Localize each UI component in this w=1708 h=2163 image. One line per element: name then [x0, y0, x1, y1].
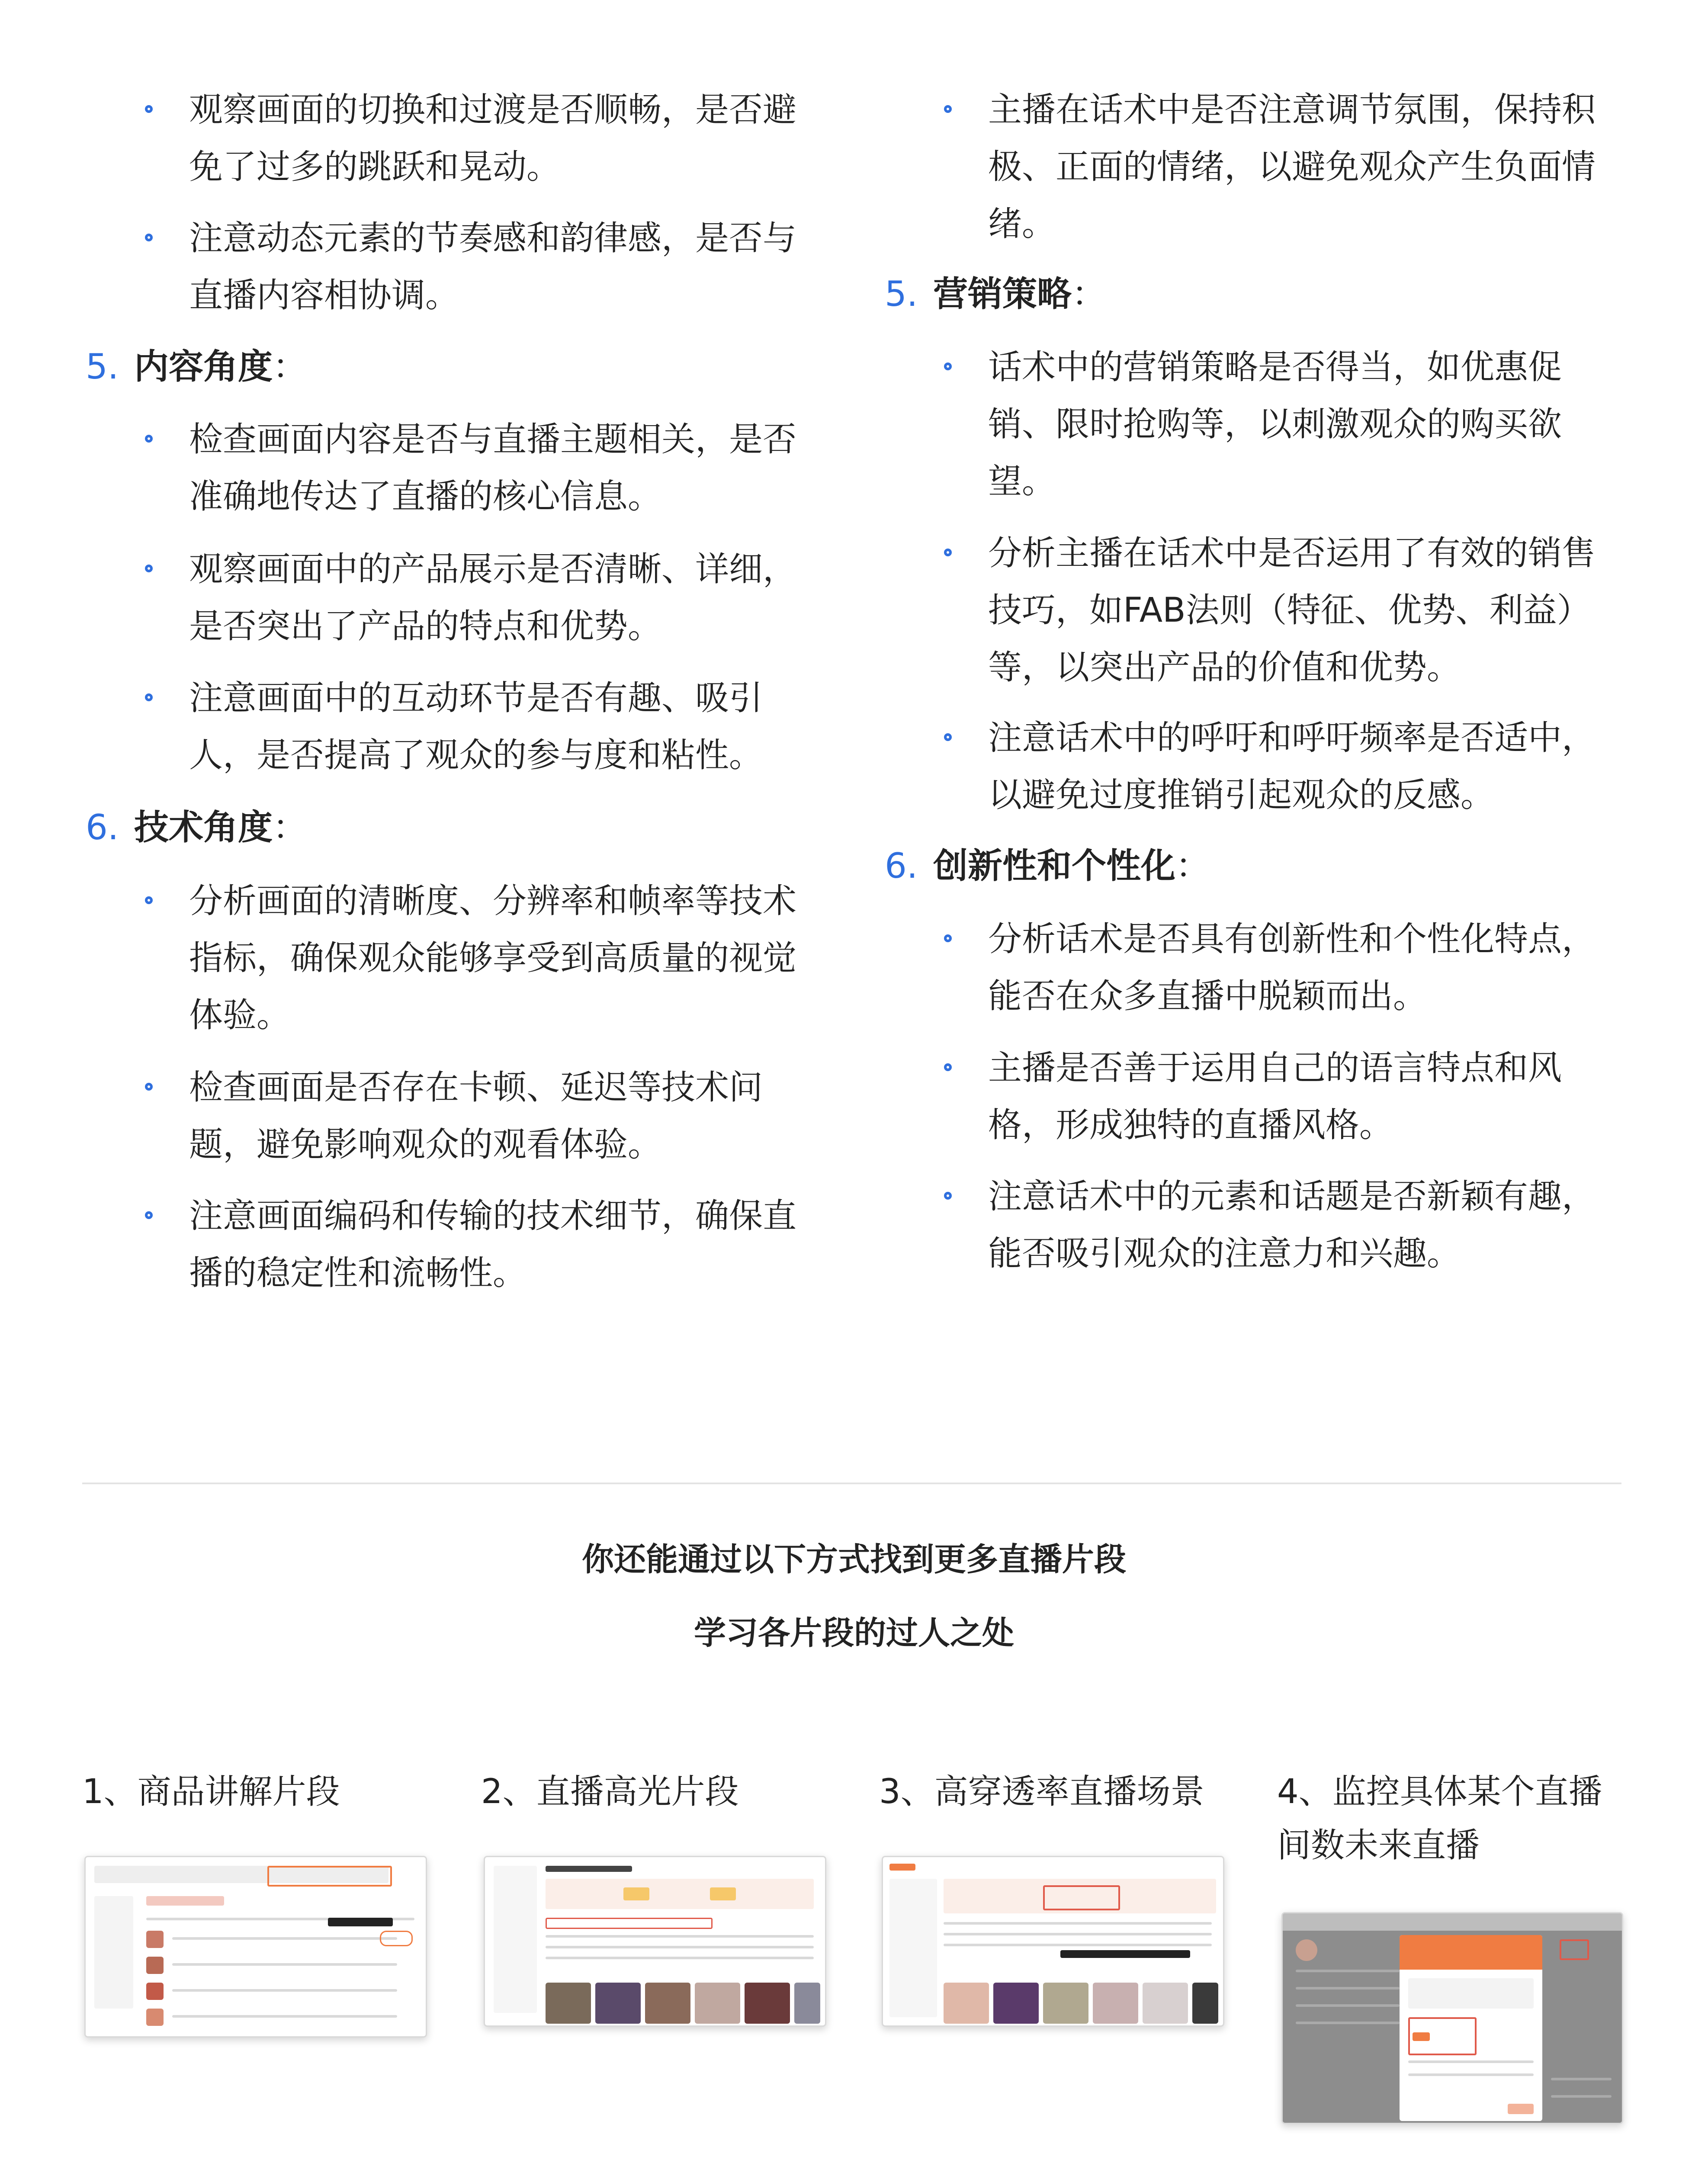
bullet-marker: [944, 934, 952, 942]
card-thumbnail[interactable]: [1281, 1912, 1623, 2124]
section-heading-colon: ：: [1175, 846, 1210, 886]
bullet-text: 观察画面的切换和过渡是否顺畅，是否避免了过多的跳跃和晃动。: [189, 90, 797, 186]
bullet-marker: [944, 549, 952, 556]
bullet-text: 注意画面中的互动环节是否有趣、吸引人，是否提高了观众的参与度和粘性。: [189, 679, 763, 775]
bullet-text: 分析主播在话术中是否运用了有效的销售技巧，如FAB法则（特征、优势、利益）等，以突出产品的价值和优势。: [988, 534, 1596, 687]
bullet-text: 注意话术中的呼吁和呼吁频率是否适中，以避免过度推销引起观众的反感。: [988, 719, 1596, 815]
section-number: 5.: [885, 274, 918, 314]
more-subtitle: 学习各片段的过人之处: [694, 1614, 1014, 1652]
bullet-text: 注意话术中的元素和话题是否新颖有趣，能否吸引观众的注意力和兴趣。: [988, 1177, 1596, 1273]
bullet-marker: [145, 435, 153, 443]
section-heading: [134, 802, 307, 854]
section-heading-title: 营销策略: [933, 274, 1072, 314]
bullet-text: 话术中的营销策略是否得当，如优惠促销、限时抢购等，以刺激观众的购买欲望。: [988, 348, 1562, 501]
section-number: 5.: [86, 347, 119, 387]
section-heading-colon: ：: [273, 347, 307, 387]
section-heading-title: 创新性和个性化: [933, 846, 1175, 886]
card-thumbnail[interactable]: [882, 1856, 1224, 2027]
bullet-marker: [944, 733, 952, 741]
section-number: 6.: [86, 807, 119, 847]
bullet-text: 主播是否善于运用自己的语言特点和风格，形成独特的直播风格。: [988, 1049, 1562, 1145]
section-heading-title: 技术角度: [134, 807, 273, 847]
bullet-marker: [145, 693, 153, 701]
bullet-text: 主播在话术中是否注意调节氛围，保持积极、正面的情绪，以避免观众产生负面情绪。: [988, 90, 1596, 244]
card-title: 4、监控具体某个直播: [1277, 1772, 1602, 1811]
section-heading-colon: ：: [1072, 274, 1106, 314]
card-thumbnail[interactable]: [84, 1856, 427, 2038]
more-title: 你还能通过以下方式找到更多直播片段: [582, 1541, 1126, 1578]
card-title: 3、高穿透率直播场景: [879, 1772, 1204, 1811]
section-number: 6.: [885, 846, 918, 886]
bullet-marker: [145, 234, 153, 241]
card-title: 2、直播高光片段: [481, 1772, 739, 1811]
bullet-marker: [145, 105, 153, 113]
section-heading: [933, 268, 1106, 320]
bullet-text: 分析话术是否具有创新性和个性化特点，能否在众多直播中脱颖而出。: [988, 920, 1596, 1016]
bullet-marker: [145, 896, 153, 904]
bullet-text: 分析画面的清晰度、分辨率和帧率等技术指标，确保观众能够享受到高质量的视觉体验。: [189, 882, 797, 1035]
section-heading-title: 内容角度: [134, 347, 273, 387]
bullet-marker: [944, 105, 952, 113]
bullet-text: 观察画面中的产品展示是否清晰、详细，是否突出了产品的特点和优势。: [189, 550, 797, 646]
bullet-marker: [145, 1083, 153, 1091]
bullet-text: 检查画面是否存在卡顿、延迟等技术问题，避免影响观众的观看体验。: [189, 1068, 763, 1164]
section-heading-colon: ：: [273, 807, 307, 847]
bullet-marker: [944, 1192, 952, 1200]
card-title-line2: 间数未来直播: [1277, 1826, 1480, 1865]
card-title: 1、商品讲解片段: [82, 1772, 340, 1811]
bullet-marker: [944, 1063, 952, 1071]
section-divider: [82, 1483, 1621, 1484]
bullet-marker: [145, 565, 153, 572]
section-heading: [134, 341, 307, 393]
bullet-text: 注意动态元素的节奏感和韵律感，是否与直播内容相协调。: [189, 219, 797, 315]
bullet-text: 注意画面编码和传输的技术细节，确保直播的稳定性和流畅性。: [189, 1197, 797, 1293]
bullet-text: 检查画面内容是否与直播主题相关，是否准确地传达了直播的核心信息。: [189, 420, 797, 516]
bullet-marker: [944, 363, 952, 370]
section-heading: [933, 840, 1210, 892]
card-thumbnail[interactable]: [484, 1856, 826, 2027]
bullet-marker: [145, 1211, 153, 1219]
